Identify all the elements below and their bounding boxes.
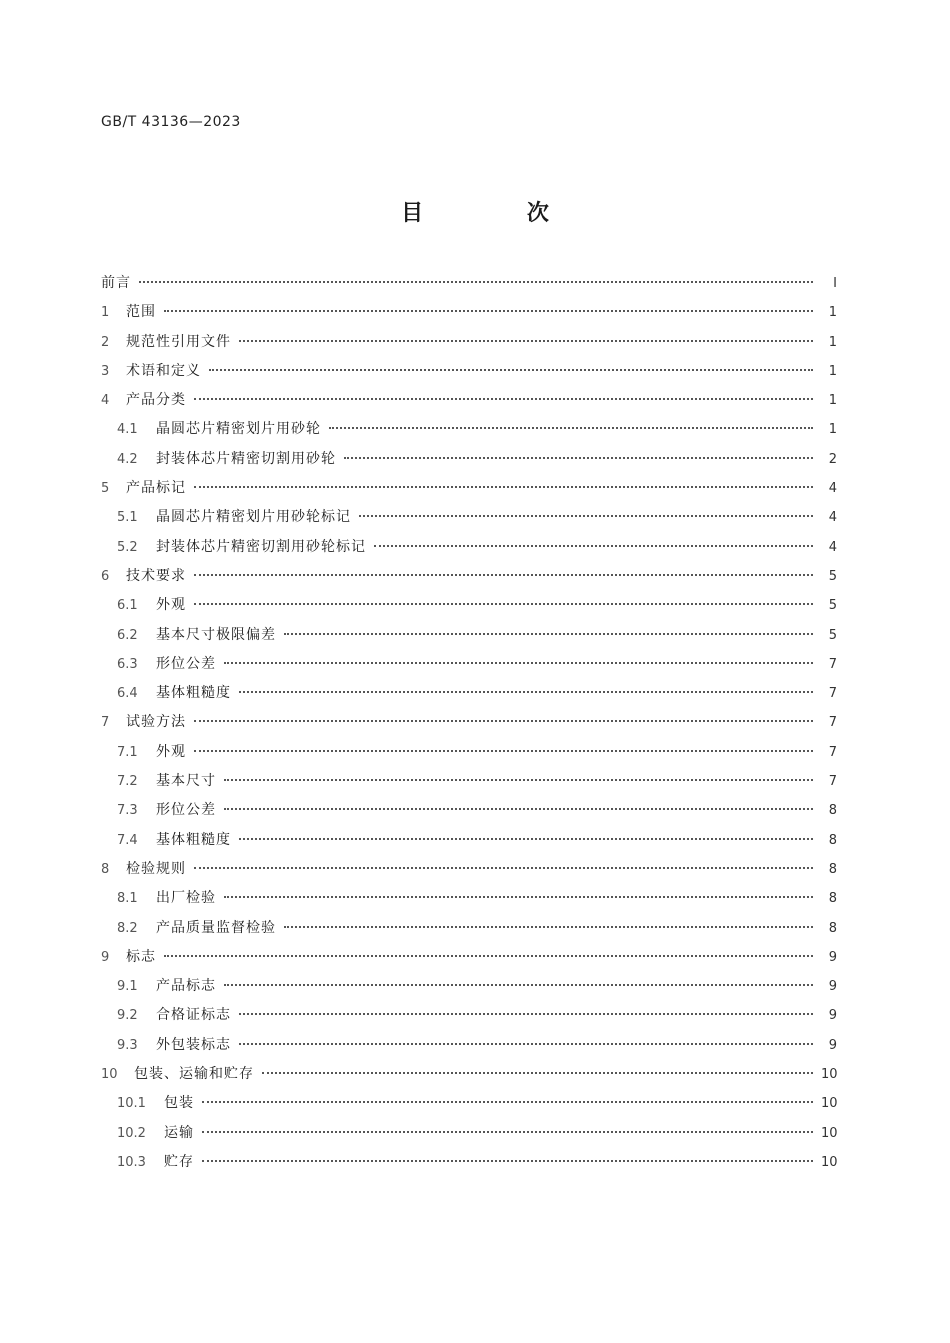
dot-leader [239, 340, 813, 342]
toc-entry[interactable] [101, 272, 837, 301]
toc-entry-number: 9.2 [117, 1008, 138, 1024]
toc-entry-page: 1 [828, 363, 837, 379]
dot-leader [344, 457, 813, 459]
dot-leader [224, 662, 813, 664]
toc-entry-page: 4 [828, 539, 837, 555]
toc-entry-page: 4 [828, 510, 837, 526]
toc-entry-number: 6.2 [117, 627, 138, 643]
toc-entry-title: 基体粗糙度 [156, 831, 231, 848]
toc-entry[interactable] [101, 711, 837, 740]
document-code: GB/T 43136—2023 [101, 114, 241, 130]
dot-leader [209, 369, 813, 371]
toc-entry-title: 包装、运输和贮存 [134, 1066, 254, 1083]
toc-entry-title: 封装体芯片精密切割用砂轮 [156, 450, 336, 467]
toc-entry[interactable] [101, 418, 837, 447]
dot-leader [262, 1072, 813, 1074]
toc-entry-number: 6.3 [117, 656, 138, 672]
dot-leader [202, 1160, 813, 1162]
toc-entry[interactable] [101, 301, 837, 330]
dot-leader [164, 310, 813, 312]
toc-entry[interactable] [101, 360, 837, 389]
dot-leader [194, 867, 813, 869]
toc-entry[interactable] [101, 389, 837, 418]
dot-leader [239, 691, 813, 693]
toc-entry-number: 8.1 [117, 891, 138, 907]
toc-entry-number: 4 [101, 393, 110, 409]
dot-leader [202, 1101, 813, 1103]
toc-entry-title: 晶圆芯片精密划片用砂轮标记 [156, 509, 351, 526]
toc-entry-title: 产品分类 [126, 392, 186, 409]
toc-entry-page: 9 [828, 979, 837, 995]
toc-entry[interactable] [101, 536, 837, 565]
toc-entry[interactable] [101, 1122, 837, 1151]
dot-leader [194, 486, 813, 488]
toc-entry[interactable] [101, 975, 837, 1004]
toc-entry-page: Ⅰ [833, 276, 837, 291]
toc-entry[interactable] [101, 331, 837, 360]
toc-entry-number: 7.3 [117, 803, 138, 819]
dot-leader [139, 281, 813, 283]
dot-leader [202, 1131, 813, 1133]
toc-entry-page: 1 [828, 334, 837, 350]
toc-entry-page: 10 [821, 1096, 838, 1112]
toc-entry-number: 8 [101, 861, 110, 877]
toc-entry-title: 基体粗糙度 [156, 685, 231, 702]
toc-entry[interactable] [101, 770, 837, 799]
toc-entry[interactable] [101, 1092, 837, 1121]
dot-leader [194, 603, 813, 605]
toc-entry[interactable] [101, 741, 837, 770]
toc-entry-page: 8 [828, 891, 837, 907]
toc-entry-number: 5.2 [117, 539, 138, 555]
toc-entry-number: 6.1 [117, 598, 138, 614]
toc-entry-number: 9.1 [117, 979, 138, 995]
dot-leader [194, 720, 813, 722]
toc-entry[interactable] [101, 477, 837, 506]
dot-leader [224, 779, 813, 781]
toc-entry-number: 10.1 [117, 1096, 146, 1112]
toc-entry-page: 7 [828, 774, 837, 790]
toc-entry-title: 运输 [164, 1124, 194, 1141]
toc-entry-title: 外观 [156, 597, 186, 614]
toc-entry-number: 9 [101, 949, 110, 965]
toc-entry[interactable] [101, 448, 837, 477]
toc-entry-number: 5 [101, 481, 110, 497]
toc-entry-title: 范围 [126, 304, 156, 321]
toc-entry[interactable] [101, 594, 837, 623]
toc-entry-page: 10 [821, 1154, 838, 1170]
toc-entry-number: 4.2 [117, 451, 138, 467]
toc-entry-title: 产品标记 [126, 480, 186, 497]
toc-entry[interactable] [101, 565, 837, 594]
toc-entry-title: 贮存 [164, 1153, 194, 1170]
toc-entry-page: 7 [828, 744, 837, 760]
toc-entry-number: 7 [101, 715, 110, 731]
toc-entry-number: 1 [101, 305, 110, 321]
dot-leader [359, 515, 813, 517]
toc-entry-page: 8 [828, 861, 837, 877]
toc-entry-page: 9 [828, 949, 837, 965]
toc-entry-title: 形位公差 [156, 802, 216, 819]
toc-entry-page: 9 [828, 1008, 837, 1024]
toc-entry-title: 外包装标志 [156, 1036, 231, 1053]
toc-entry-page: 7 [828, 656, 837, 672]
toc-entry-number: 7.1 [117, 744, 138, 760]
toc-entry-title: 术语和定义 [126, 362, 201, 379]
dot-leader [284, 926, 813, 928]
toc-entry-number: 2 [101, 334, 110, 350]
toc-entry-number: 7.2 [117, 774, 138, 790]
toc-entry-number: 3 [101, 363, 110, 379]
toc-entry[interactable] [101, 624, 837, 653]
toc-entry-title: 产品标志 [156, 978, 216, 995]
toc-entry-page: 9 [828, 1037, 837, 1053]
toc-entry-page: 8 [828, 832, 837, 848]
toc-entry[interactable] [101, 1151, 837, 1180]
toc-entry-number: 10.2 [117, 1125, 146, 1141]
toc-entry[interactable] [101, 653, 837, 682]
dot-leader [194, 750, 813, 752]
toc-entry-page: 10 [821, 1067, 838, 1083]
toc-entry[interactable] [101, 1034, 837, 1063]
dot-leader [164, 955, 813, 957]
toc-entry-number: 9.3 [117, 1037, 138, 1053]
toc-entry[interactable] [101, 858, 837, 887]
dot-leader [224, 896, 813, 898]
toc-entry-title: 技术要求 [126, 567, 186, 584]
toc-entry-page: 5 [828, 568, 837, 584]
toc-entry-title: 试验方法 [126, 714, 186, 731]
toc-entry[interactable] [101, 887, 837, 916]
toc-entry-title: 形位公差 [156, 655, 216, 672]
page-title: 目 次 [401, 201, 597, 226]
dot-leader [284, 633, 813, 635]
toc-entry-number: 8.2 [117, 920, 138, 936]
toc-entry-title: 合格证标志 [156, 1007, 231, 1024]
dot-leader [329, 427, 813, 429]
toc-entry-page: 1 [828, 393, 837, 409]
toc-entry-title: 产品质量监督检验 [156, 919, 276, 936]
dot-leader [239, 838, 813, 840]
toc-entry-number: 6 [101, 568, 110, 584]
toc-entry-number: 4.1 [117, 422, 138, 438]
toc-entry-page: 7 [828, 715, 837, 731]
toc-entry-number: 5.1 [117, 510, 138, 526]
toc-entry-title: 规范性引用文件 [126, 333, 231, 350]
dot-leader [194, 574, 813, 576]
dot-leader [239, 1013, 813, 1015]
toc-entry[interactable] [101, 829, 837, 858]
toc-entry-number: 7.4 [117, 832, 138, 848]
toc-entry[interactable] [101, 946, 837, 975]
toc-entry-page: 7 [828, 686, 837, 702]
table-of-contents [101, 272, 837, 1180]
dot-leader [194, 398, 813, 400]
toc-entry-page: 8 [828, 803, 837, 819]
dot-leader [224, 984, 813, 986]
toc-entry-title: 封装体芯片精密切割用砂轮标记 [156, 538, 366, 555]
toc-entry-number: 10 [101, 1067, 118, 1083]
toc-entry-title: 标志 [126, 948, 156, 965]
toc-entry[interactable] [101, 799, 837, 828]
toc-entry[interactable] [101, 1004, 837, 1033]
toc-entry-number: 6.4 [117, 686, 138, 702]
toc-entry-title: 外观 [156, 743, 186, 760]
toc-entry[interactable] [101, 917, 837, 946]
toc-entry-page: 8 [828, 920, 837, 936]
toc-entry-page: 4 [828, 481, 837, 497]
toc-entry-number: 10.3 [117, 1154, 146, 1170]
toc-entry-title: 包装 [164, 1095, 194, 1112]
toc-entry-page: 1 [828, 305, 837, 321]
toc-entry-page: 5 [828, 598, 837, 614]
toc-entry-title: 检验规则 [126, 860, 186, 877]
toc-entry[interactable] [101, 682, 837, 711]
toc-entry-title: 前言 [101, 275, 131, 291]
toc-entry-page: 2 [828, 451, 837, 467]
toc-entry-title: 晶圆芯片精密划片用砂轮 [156, 421, 321, 438]
toc-entry-page: 10 [821, 1125, 838, 1141]
dot-leader [374, 545, 813, 547]
toc-entry[interactable] [101, 506, 837, 535]
toc-entry-page: 5 [828, 627, 837, 643]
dot-leader [224, 808, 813, 810]
dot-leader [239, 1043, 813, 1045]
toc-entry-page: 1 [828, 422, 837, 438]
toc-entry-title: 出厂检验 [156, 890, 216, 907]
toc-entry-title: 基本尺寸极限偏差 [156, 626, 276, 643]
toc-entry-title: 基本尺寸 [156, 773, 216, 790]
toc-entry[interactable] [101, 1063, 837, 1092]
